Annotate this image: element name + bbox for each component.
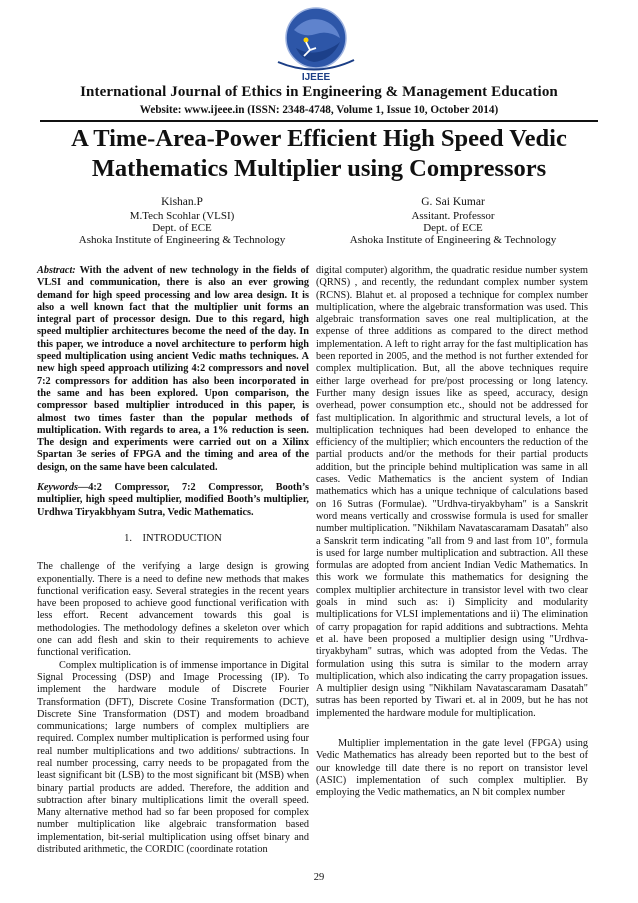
author-role: Assitant. Professor <box>411 210 495 222</box>
intro-paragraph: Complex multiplication is of immense importance in Digital Signal Processing (DSP) and Image Processing (IP). To implement the hardware module of Discrete Fourier Transformation (DFT), Discrete Cosine Transformation (DCT), Discrete Sine Transformation (DST) and modem broadband communications; large numbers of complex multipliers are required. Complex number multiplication is performed using four real number multiplications and two additions/ subtractions. In real number processing, carry needs to be propagated from the least significant bit (LSB) to the most significant bit (MSB) when binary partial products are added. Therefore, the addition and subtraction after binary multiplications limit the overall speed. Many alternative method had so far been proposed for complex number multiplication like algebraic transformation based implementation, bit-serial multiplication using offset binary and distributed arithmetic, the CORDIC (coordinate rotation <box>37 659 309 856</box>
right-column <box>316 265 588 799</box>
keywords-label: Keywords <box>37 482 78 494</box>
author-block-2 <box>328 196 578 246</box>
author-dept: Dept. of ECE <box>423 222 483 234</box>
keywords <box>37 482 309 519</box>
author-role: M.Tech Scohlar (VLSI) <box>129 210 235 222</box>
section-heading-introduction: 1. INTRODUCTION <box>124 532 222 544</box>
left-column <box>37 265 309 856</box>
journal-logo <box>266 4 366 84</box>
journal-subtitle: Website: www.ijeee.in (ISSN: 2348-4748, Volume 1, Issue 10, October 2014) <box>139 104 499 116</box>
author-institute: Ashoka Institute of Engineering & Technology <box>78 234 286 246</box>
abstract-label: Abstract: <box>37 265 76 276</box>
paper-title-line1: A Time-Area-Power Efficient High Speed Vedic <box>71 125 567 152</box>
body-paragraph: digital computer) algorithm, the quadratic residue number system (QRNS) , and recently, the redundant complex number system (RCNS). Blahut et. al proposed a technique for complex number multiplication, where the algebraic transformation was used. This algebraic transformation saves one real multiplication, at the expense of three additions as compared to the direct method implementation. A left to right array for the fast multiplication has been reported in 2005, and the method is not further extended for complex multiplication. But, all the above techniques require either large overhead for pre/post processing or long latency. Further many design issues like as speed, accuracy, design overhead, power consumption etc., should not be addressed for fast multiplication. In algorithmic and structural levels, a lot of multiplication techniques had been developed to enhance the efficiency of the multiplier; which encounters the reduction of the partial products and/or the methods for their partial products addition, but the principle behind multiplication was same in all cases. Vedic Mathematics is the ancient system of Indian mathematics which has a unique technique of calculations based on 16 Sutras (Formulae). "Urdhva-tiryakbyham" is a Sanskrit word means vertically and crosswise formula is used for smaller number multiplication. "Nikhilam Navatascaramam Dasatah" also a Sanskrit term indicating "all from 9 and last from 10", formula is used for large number multiplication and subtraction. All these formulas are adopted from ancient Indian Vedic Mathematics. In this work we formulate this mathematics for designing the complex multiplier architecture in transistor level with two clear goals in mind such as: i) Simplicity and modularity multiplications for VLSI implementations and ii) The elimination of carry propagation for rapid additions and subtractions. Mehta et al. have been proposed a multiplier design using "Urdhva-tiryakbyham" sutras, which was adopted from the Vedas. The formulation using this sutra is similar to the modern array multiplication, which also indicating the carry propagation issues. A multiplier design using "Nikhilam Navatascaramam Dasatah" sutras has been reported by Tiwari et. al in 2009, but he has not implemented the hardware module for multiplication. <box>316 265 588 719</box>
intro-paragraph: The challenge of the verifying a large design is growing exponentially. There is a need to define new methods that makes functional verification easy. Several strategies in the recent years have been proposed to achieve good functional verification with less effort. Recent advancement towards this goal is methodologies. The methodology defines a skeleton over which one can add flesh and skin to their requirements to achieve functional verification. <box>37 561 309 659</box>
journal-title: International Journal of Ethics in Engineering & Management Education <box>80 84 558 100</box>
abstract <box>37 265 309 474</box>
author-dept: Dept. of ECE <box>152 222 212 234</box>
logo-text: IJEEE <box>301 72 331 83</box>
header-rule <box>40 120 598 122</box>
page-number: 29 <box>313 872 325 883</box>
paper-title <box>0 124 638 184</box>
paper-title-line2: Mathematics Multiplier using Compressors <box>91 155 547 182</box>
abstract-text: With the advent of new technology in the fields of VLSI and communication, there is also an ever growing demand for high speed processing and low area design. It is also a well known fact that the multiplier unit forms an integral part of processor design. Due to this regard, high speed multiplier architectures become the need of the day. In this paper, we introduce a novel architecture to perform high speed multiplication using ancient Vedic maths techniques. A new high speed approach utilizing 4:2 compressors and novel 7:2 compressors for addition has also been incorporated in the same and has been explored. Upon comparison, the compressor based multiplier introduced in this paper, is almost two times faster than the popular methods of multiplication. With regards to area, a 1% reduction is seen. The design and experiments were carried out on a Xilinx Spartan 3e series of FPGA and the timing and area of the design, on the same have been calculated. <box>37 265 309 473</box>
keywords-text: —4:2 Compressor, 7:2 Compressor, Booth’s multiplier, high speed multiplier, modified Booth’s multiplier, Urdhwa Tiryakbhyam Sutra, Vedic Mathematics. <box>37 482 309 518</box>
author-name: Kishan.P <box>161 196 203 208</box>
body-paragraph: Multiplier implementation in the gate level (FPGA) using Vedic Mathematics has already been reported but to the best of our knowledge till date there is no report on transistor level (ASIC) implementation of such complex multiplier. By employing the Vedic mathematics, an N bit complex number <box>316 737 588 799</box>
author-name: G. Sai Kumar <box>421 196 485 208</box>
author-institute: Ashoka Institute of Engineering & Technology <box>349 234 557 246</box>
author-block-1 <box>57 196 307 246</box>
